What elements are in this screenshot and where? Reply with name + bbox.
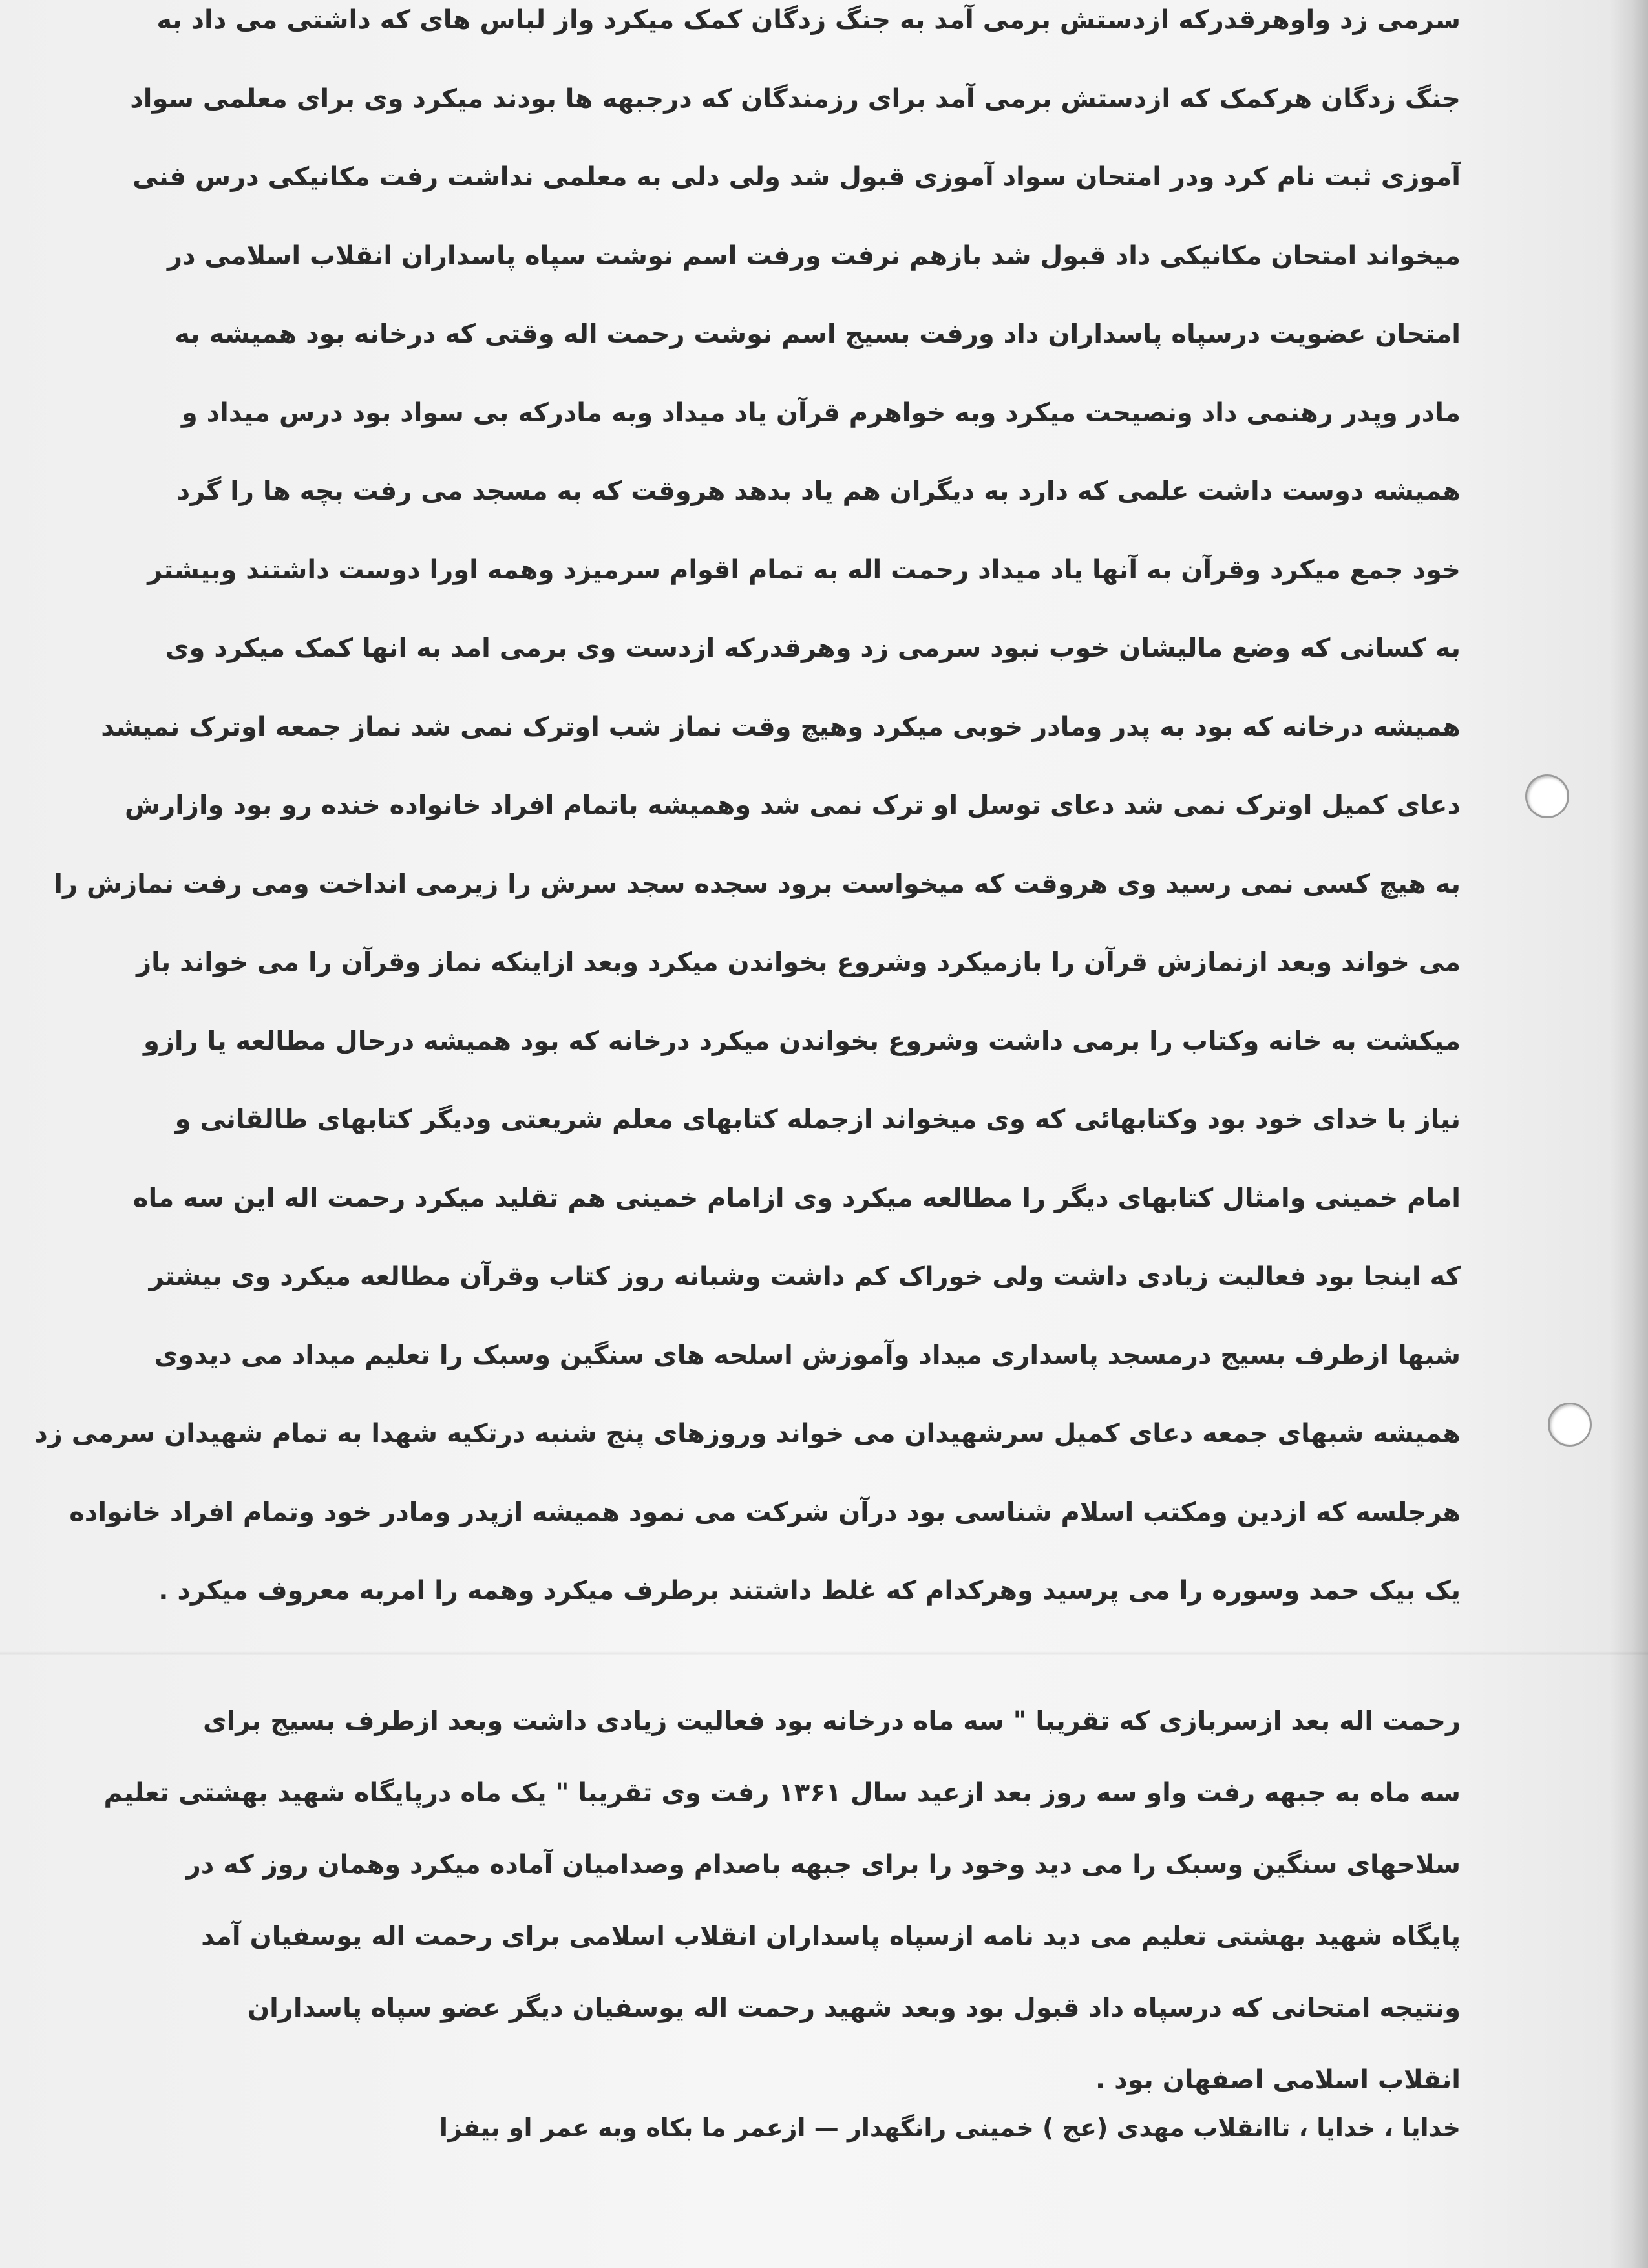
text-line: که اینجا بود فعالیت زیادی داشت ولی خوراک کم داشت وشبانه روز کتاب وقرآن مطالعه میکرد وی بیشتر bbox=[149, 1262, 1461, 1291]
text-line: انقلاب اسلامی اصفهان بود . bbox=[1095, 2065, 1461, 2095]
text-line: خود جمع میکرد وقرآن به آنها یاد میداد رحمت اله به تمام اقوام سرمیزد وهمه اورا دوست داشتند وبیشتر bbox=[147, 555, 1461, 585]
text-line: سه ماه به جبهه رفت واو سه روز بعد ازعید سال ۱۳۶۱ رفت وی تقریبا " یک ماه درپایگاه شهید بهشتی تعلیم bbox=[103, 1778, 1461, 1808]
text-line: امتحان عضویت درسپاه پاسداران داد ورفت بسیج اسم نوشت رحمت اله وقتی که درخانه بود همیشه به bbox=[174, 319, 1461, 349]
closing-prayer: خدایا ، خدایا ، تاانقلاب مهدی (عج ) خمینی رانگهدار — ازعمر ما بکاه وبه عمر او بیفزا bbox=[439, 2114, 1461, 2142]
text-line: نیاز با خدای خود بود وکتابهائی که وی میخواند ازجمله کتابهای معلم شریعتی ودیگر کتابهای طالقانی و bbox=[174, 1105, 1461, 1134]
text-line: هرجلسه که ازدین ومکتب اسلام شناسی بود درآن شرکت می نمود همیشه ازپدر ومادر خود وتمام افراد خانواده bbox=[69, 1497, 1461, 1527]
text-line: سرمی زد واوهرقدرکه ازدستش برمی آمد به جنگ زدگان کمک میکرد واز لباس های که داشتی می داد به bbox=[156, 5, 1461, 35]
text-line: ونتیجه امتحانی که درسپاه داد قبول بود وبعد شهید رحمت اله یوسفیان دیگر عضو سپاه پاسداران bbox=[247, 1993, 1461, 2023]
text-line: همیشه دوست داشت علمی که دارد به دیگران هم یاد بدهد هروقت که به مسجد می رفت بچه ها را گرد bbox=[176, 476, 1461, 506]
text-line: همیشه شبهای جمعه دعای کمیل سرشهیدان می خواند وروزهای پنج شنبه درتکیه شهدا به تمام شهیدان سرمی زد bbox=[34, 1419, 1461, 1448]
text-line: پایگاه شهید بهشتی تعلیم می دید نامه ازسپاه پاسداران انقلاب اسلامی برای رحمت اله یوسفیان آمد bbox=[201, 1922, 1461, 1951]
text-line: آموزی ثبت نام کرد ودر امتحان سواد آموزی قبول شد ولی دلی به معلمی نداشت رفت مکانیکی درس فنی bbox=[132, 162, 1461, 192]
text-line: شبها ازطرف بسیج درمسجد پاسداری میداد وآموزش اسلحه های سنگین وسبک را تعلیم میداد می دیدوی bbox=[154, 1340, 1461, 1370]
punch-hole-top bbox=[1525, 774, 1569, 818]
text-line: همیشه درخانه که بود به پدر ومادر خوبی میکرد وهیچ وقت نماز شب اوترک نمی شد نماز جمعه اوترک نمیشد bbox=[101, 712, 1461, 742]
text-line: دعای کمیل اوترک نمی شد دعای توسل او ترک نمی شد وهمیشه باتمام افراد خانواده خنده رو بود وازارش bbox=[125, 790, 1461, 820]
text-line: رحمت اله بعد ازسربازی که تقریبا " سه ماه درخانه بود فعالیت زیادی داشت وبعد ازطرف بسیج برای bbox=[203, 1706, 1461, 1736]
text-line: به کسانی که وضع مالیشان خوب نبود سرمی زد وهرقدرکه ازدست وی برمی امد به انها کمک میکرد وی bbox=[165, 633, 1461, 663]
text-line: یک بیک حمد وسوره را می پرسید وهرکدام که غلط داشتند برطرف میکرد وهمه را امربه معروف میکرد . bbox=[158, 1576, 1461, 1606]
text-line: سلاحهای سنگین وسبک را می دید وخود را برای جبهه باصدام وصدامیان آماده میکرد وهمان روز که در bbox=[185, 1850, 1461, 1880]
text-line: میکشت به خانه وکتاب را برمی داشت وشروع بخواندن میکرد درخانه که بود همیشه درحال مطالعه یا رازو bbox=[143, 1026, 1461, 1056]
paper-fold-line bbox=[0, 1651, 1648, 1655]
punch-hole-bottom bbox=[1548, 1403, 1592, 1447]
text-line: به هیچ کسی نمی رسید وی هروقت که میخواست برود سجده سجد سرش را زیرمی انداخت ومی رفت نمازش را bbox=[54, 869, 1461, 899]
paper-edge-shadow bbox=[1609, 0, 1648, 2268]
text-line: امام خمینی وامثال کتابهای دیگر را مطالعه میکرد وی ازامام خمینی هم تقلید میکرد رحمت اله این سه ماه bbox=[132, 1183, 1461, 1213]
text-line: میخواند امتحان مکانیکی داد قبول شد بازهم نرفت ورفت اسم نوشت سپاه پاسداران انقلاب اسلامی در bbox=[167, 240, 1461, 271]
text-line: جنگ زدگان هرکمک که ازدستش برمی آمد برای رزمندگان که درجبهه ها بودند میکرد وی برای معلمی سواد bbox=[130, 83, 1461, 114]
text-line: مادر وپدر رهنمی داد ونصیحت میکرد وبه خواهرم قرآن یاد میداد وبه مادرکه بی سواد بود درس میداد و bbox=[181, 397, 1461, 428]
text-line: می خواند وبعد ازنمازش قرآن را بازمیکرد وشروع بخواندن میکرد وبعد ازاینکه نماز وقرآن را می خواند باز bbox=[136, 948, 1461, 977]
